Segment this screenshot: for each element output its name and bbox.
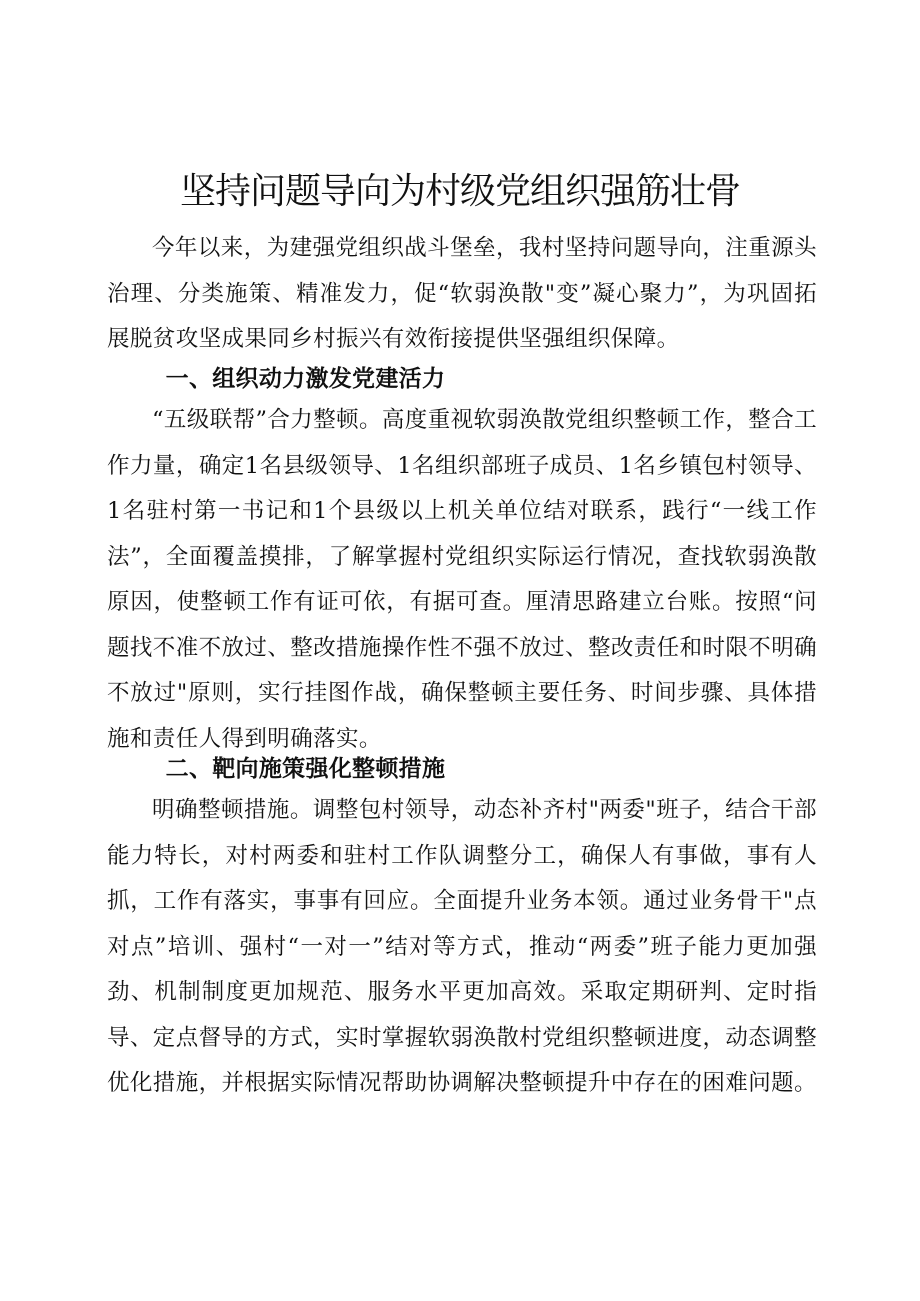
section-paragraph-1: “五级联帮”合力整顿。高度重视软弱涣散党组织整顿工作，整合工作力量，确定1名县级领导、1名组织部班子成员、1名乡镇包村领导、1名驻村第一书记和1个县级以上机关单位结对联系，践行“一线工作法”，全面覆盖摸排，了解掌握村党组织实际运行情况，查找软弱涣散原因，使整顿工作有证可依，有据可查。厘清思路建立台账。按照“问题找不准不放过、整改措施操作性不强不放过、整改责任和时限不明确不放过"原则，实行挂图作战，确保整顿主要任务、时间步骤、具体措施和责任人得到明确落实。	[107, 407, 818, 752]
document-title: 坚持问题导向为村级党组织强筋壮骨	[179, 171, 740, 212]
section-heading-1: 一、组织动力激发党建活力	[165, 366, 446, 392]
intro-paragraph: 今年以来，为建强党组织战斗堡垒，我村坚持问题导向，注重源头治理、分类施策、精准发力，促“软弱涣散"变”凝心聚力”，为巩固拓展脱贫攻坚成果同乡村振兴有效衔接提供坚强组织保障。	[107, 235, 817, 352]
section-paragraph-2: 明确整顿措施。调整包村领导，动态补齐村"两委"班子，结合干部能力特长，对村两委和驻村工作队调整分工，确保人有事做，事有人抓，工作有落实，事事有回应。全面提升业务本领。通过业务骨干"点对点”培训、强村“一对一”结对等方式，推动“两委”班子能力更加强劲、机制制度更加规范、服务水平更加高效。采取定期研判、定时指导、定点督导的方式，实时掌握软弱涣散村党组织整顿进度，动态调整优化措施，并根据实际情况帮助协调解决整顿提升中存在的困难问题。	[107, 797, 817, 1096]
section-heading-2: 二、靶向施策强化整顿措施	[165, 756, 446, 782]
